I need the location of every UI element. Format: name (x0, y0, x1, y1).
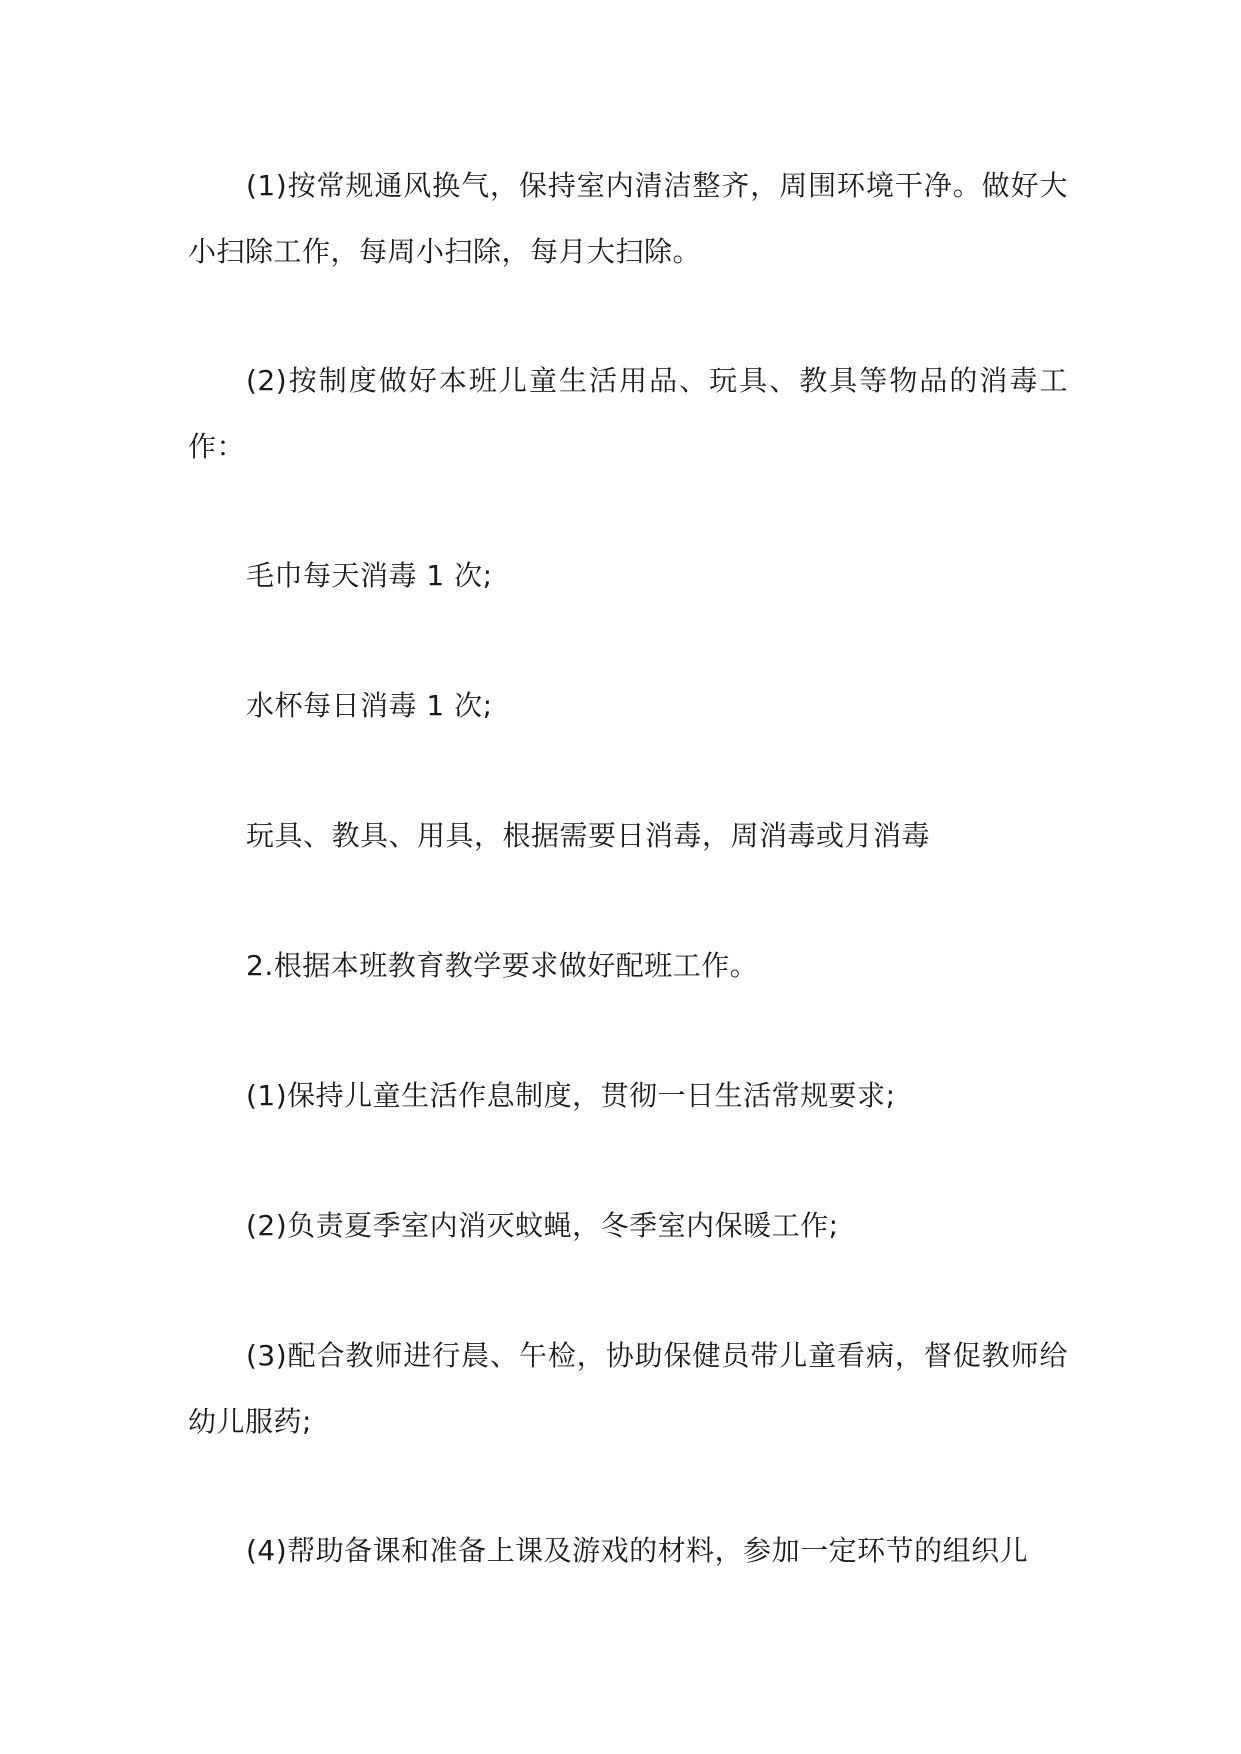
paragraph-toy-disinfection: 玩具、教具、用具，根据需要日消毒，周消毒或月消毒 (246, 819, 931, 852)
paragraph-health-checks: (3)配合教师进行晨、午检，协助保健员带儿童看病，督促教师给幼儿服药; (188, 1339, 1068, 1438)
paragraph-disinfection-rules: (2)按制度做好本班儿童生活用品、玩具、教具等物品的消毒工作： (188, 364, 1068, 463)
paragraph-ventilation-cleaning: (1)按常规通风换气，保持室内清洁整齐，周围环境干净。做好大小扫除工作，每周小扫除，每月大扫除。 (188, 169, 1068, 268)
paragraph-section-2-heading: 2.根据本班教育教学要求做好配班工作。 (246, 949, 759, 982)
paragraph-cup-disinfection: 水杯每日消毒 1 次; (246, 689, 493, 722)
paragraph-seasonal-work: (2)负责夏季室内消灭蚊蝇，冬季室内保暖工作; (246, 1209, 839, 1242)
paragraph-lesson-preparation: (4)帮助备课和准备上课及游戏的材料，参加一定环节的组织儿 (246, 1534, 1029, 1567)
paragraph-towel-disinfection: 毛巾每天消毒 1 次; (246, 559, 493, 592)
paragraph-daily-routine: (1)保持儿童生活作息制度，贯彻一日生活常规要求; (246, 1079, 896, 1112)
